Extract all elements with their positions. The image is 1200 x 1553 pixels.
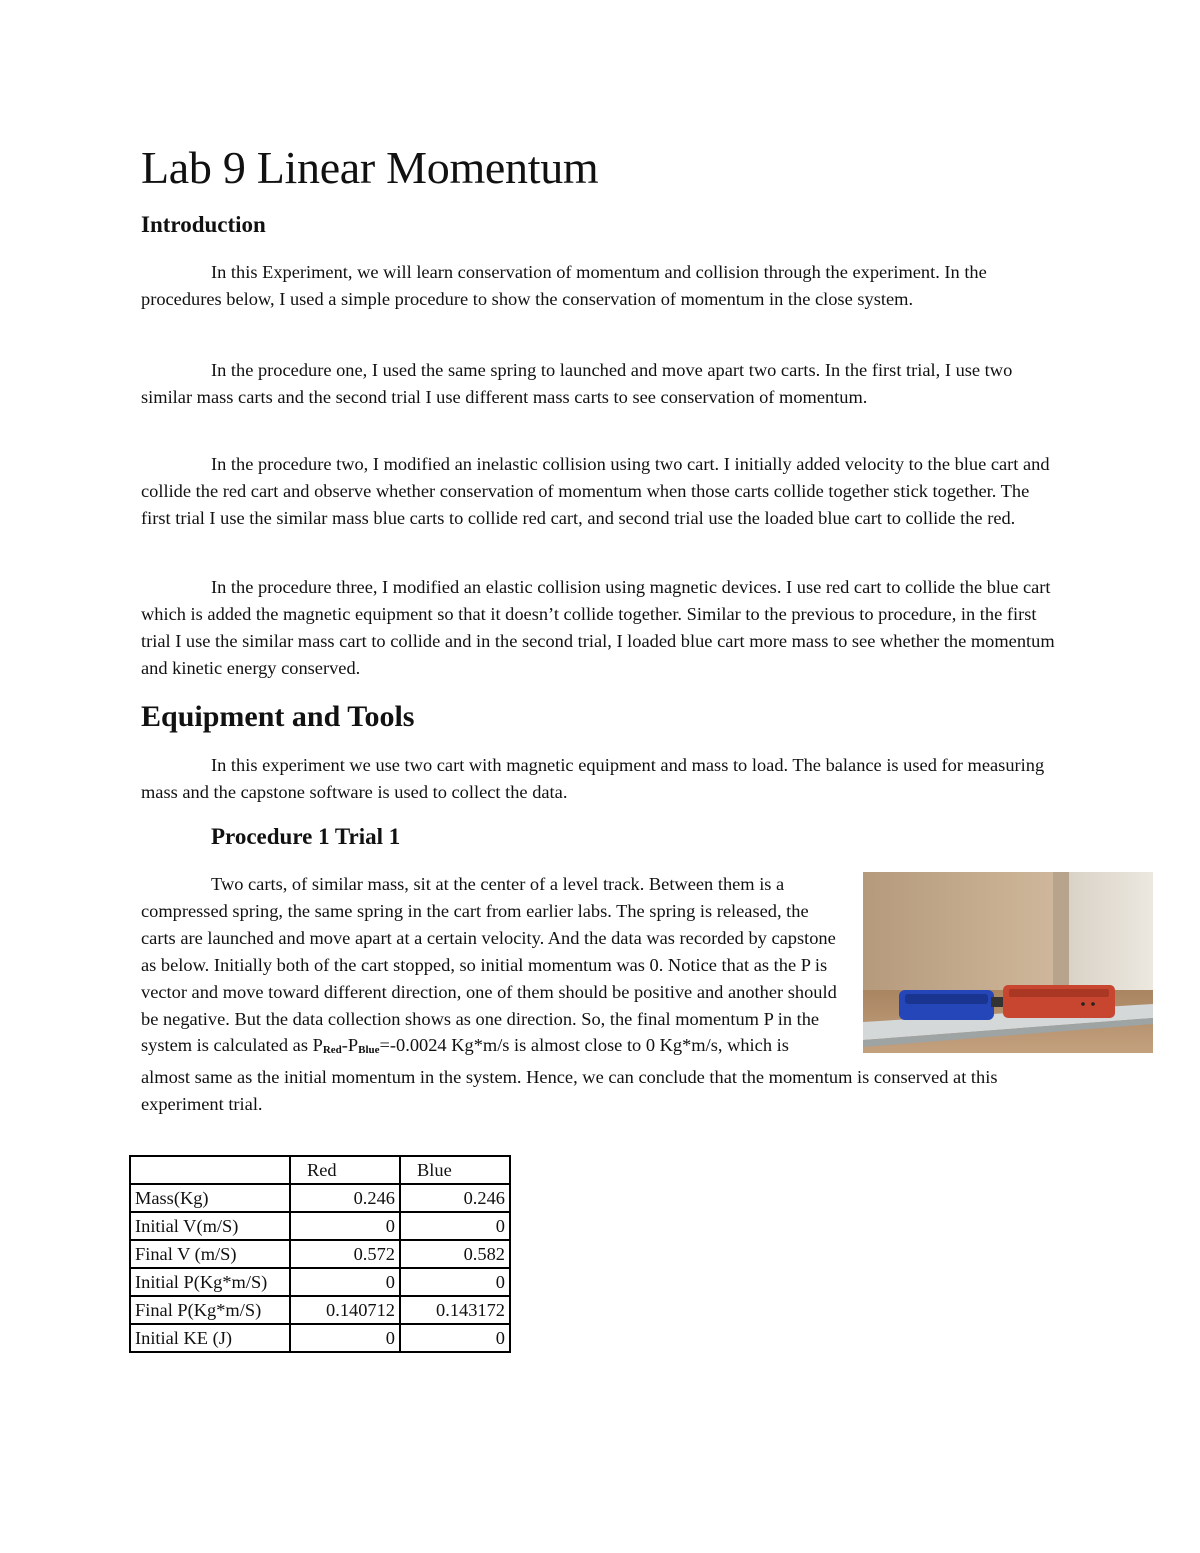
intro-paragraph-1: In this Experiment, we will learn conservation of momentum and collision through the experiment. In the procedures below, I used a simple procedure to show the conservation of momentum in the close system. xyxy=(141,262,987,309)
intro-paragraph-4: In the procedure three, I modified an elastic collision using magnetic devices. I use red cart to collide the blue cart which is added the magnetic equipment so that it doesn’t collide together. Similar to the previous to procedure, in the first trial I use the similar mass cart to collide and in the second trial, I loaded blue cart more mass to see whether the momentum and kinetic energy conserved. xyxy=(141,577,1055,678)
table-row: Mass(Kg) 0.246 0.246 xyxy=(130,1184,510,1212)
introduction-heading: Introduction xyxy=(141,212,266,237)
column-header-red: Red xyxy=(290,1156,400,1184)
table-row: Initial V(m/S) 0 0 xyxy=(130,1212,510,1240)
procedure-1-data-table xyxy=(129,1155,511,1353)
procedure-1-body: Two carts, of similar mass, sit at the center of a level track. Between them is a compressed spring, the same spring in the cart from earlier labs. The spring is released, the carts are launched and move apart at a certain velocity. And the data was recorded by capstone as below. Initially both of the cart stopped, so initial momentum was 0. Notice that as the P is vector and move toward different direction, one of them should be positive and another should be negative. But the data collection shows as one direction. So, the final momentum P in the system is calculated as $P_{Red}-P_{Blue}=-0.0024$ Kg*m/s is almost close to 0 Kg*m/s, which is almost same as the initial momentum in the system. Hence, we can conclude that the momentum is conserved at this experiment trial. xyxy=(141,871,1061,1118)
intro-paragraph-3: In the procedure two, I modified an inelastic collision using two cart. I initially added velocity to the blue cart and collide the red cart and observe whether conservation of momentum when those carts collide together stick together. The first trial I use the similar mass blue carts to collide red cart, and second trial use the loaded blue cart to collide the red. xyxy=(141,454,1050,528)
table-row: Final P(Kg*m/S) 0.140712 0.143172 xyxy=(130,1296,510,1324)
table-row: Final V (m/S) 0.572 0.582 xyxy=(130,1240,510,1268)
table-header-row xyxy=(130,1156,510,1184)
procedure-1-heading: Procedure 1 Trial 1 xyxy=(211,824,401,849)
table-row: Initial KE (J) 0 0 xyxy=(130,1324,510,1352)
carts-photo xyxy=(863,872,1153,1053)
equipment-paragraph: In this experiment we use two cart with magnetic equipment and mass to load. The balance is used for measuring mass and the capstone software is used to collect the data. xyxy=(141,755,1045,802)
document-title: Lab 9 Linear Momentum xyxy=(141,142,599,193)
table-row: Initial P(Kg*m/S) 0 0 xyxy=(130,1268,510,1296)
intro-paragraph-2: In the procedure one, I used the same spring to launched and move apart two carts. In the first trial, I use two similar mass carts and the second trial I use different mass carts to see conservation of momentum. xyxy=(141,360,1013,407)
column-header-blue: Blue xyxy=(400,1156,510,1184)
equipment-heading: Equipment and Tools xyxy=(141,700,415,733)
